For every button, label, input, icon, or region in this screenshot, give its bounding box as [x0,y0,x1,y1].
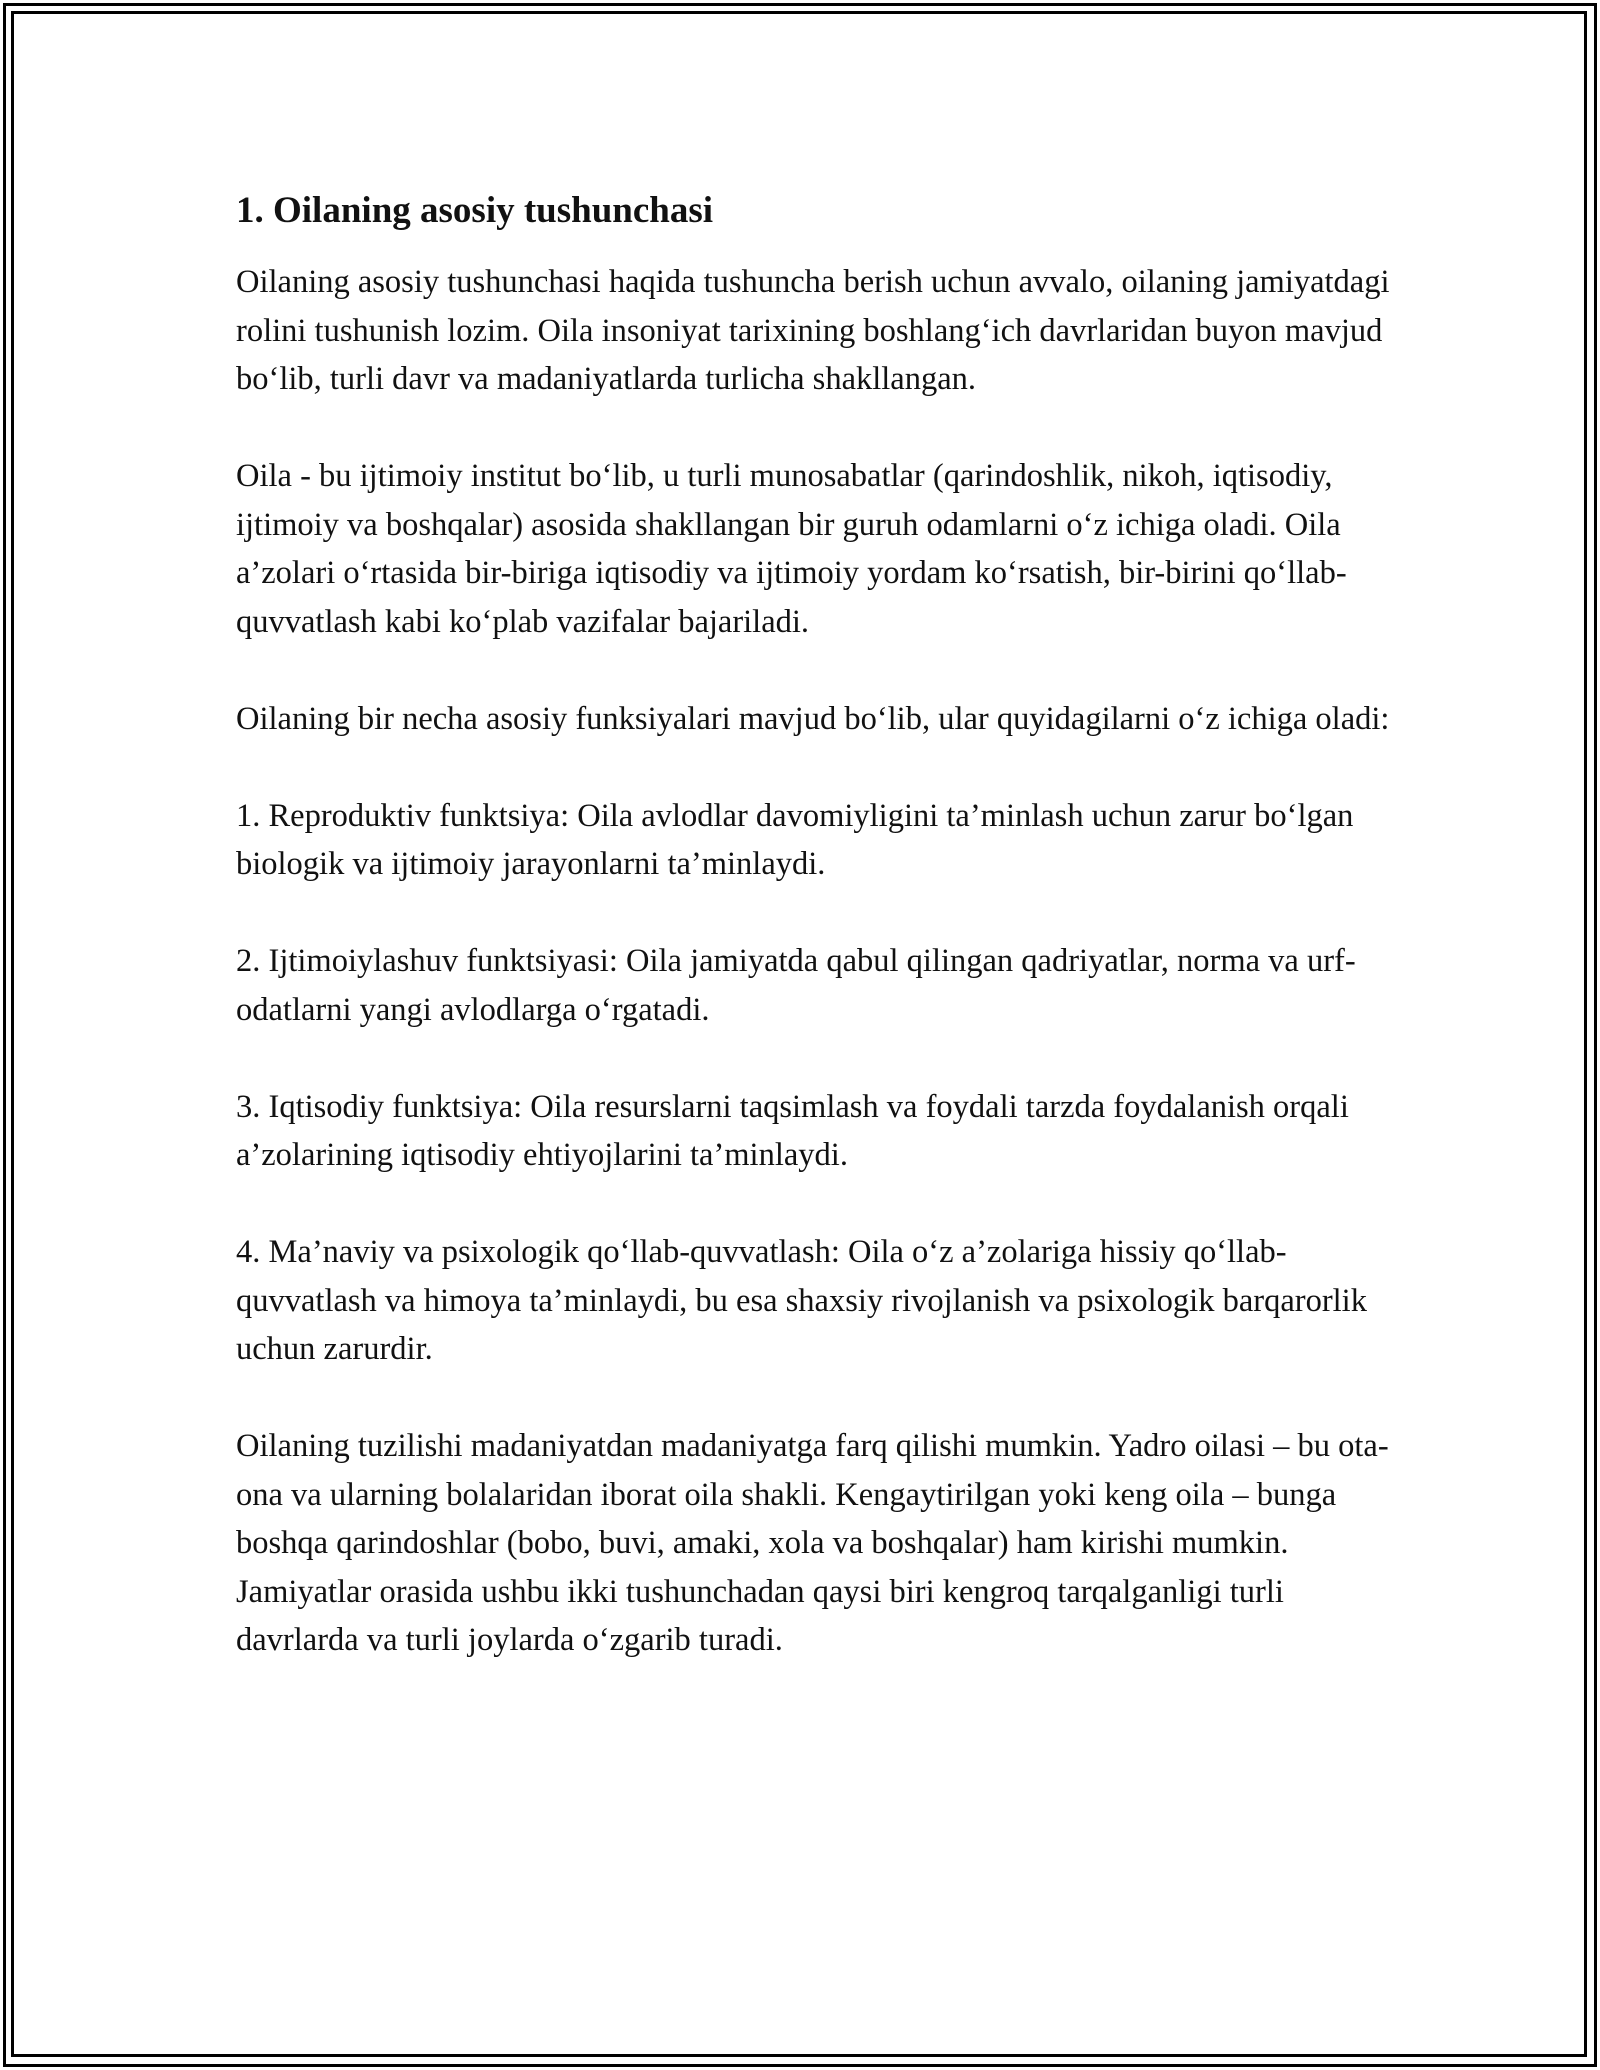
paragraph-functions-intro: Oilaning bir necha asosiy funksiyalari mavjud bo‘lib, ular quyidagilarni o‘z ichiga oladi: [236,700,1390,737]
paragraph-intro: Oilaning asosiy tushunchasi haqida tushuncha berish uchun avvalo, oilaning jamiyatdagi rolini tushunish lozim. Oila insoniyat tarixining boshlang‘ich davrlaridan buyon mavjud bo‘lib, turli davr va madaniyatlarda turlicha shakllangan. [236,264,1390,397]
paragraph-definition: Oila - bu ijtimoiy institut bo‘lib, u turli munosabatlar (qarindoshlik, nikoh, iqtisodiy, ijtimoiy va boshqalar) asosida shakllangan bir guruh odamlarni o‘z ichiga oladi. Oila a’zolari o‘rtasida bir-biriga iqtisodiy va ijtimoiy yordam ko‘rsatish, bir-birini qo‘llab-quvvatlash kabi ko‘plab vazifalar bajariladi. [236,458,1347,640]
list-item-economic: 3. Iqtisodiy funktsiya: Oila resurslarni taqsimlash va foydali tarzda foydalanish orqali a’zolarining iqtisodiy ehtiyojlarini ta’minlaydi. [236,1088,1349,1173]
list-item-socialization: 2. Ijtimoiylashuv funktsiyasi: Oila jamiyatda qabul qilingan qadriyatlar, norma va urf-odatlarni yangi avlodlarga o‘rgatadi. [236,943,1356,1028]
document-body [236,186,1396,1713]
list-item-psychological: 4. Ma’naviy va psixologik qo‘llab-quvvatlash: Oila o‘z a’zolariga hissiy qo‘llab-quvvatlash va himoya ta’minlaydi, bu esa shaxsiy rivojlanish va psixologik barqarorlik uchun zarurdir. [236,1234,1367,1367]
list-item-reproductive: 1. Reproduktiv funktsiya: Oila avlodlar davomiyligini ta’minlash uchun zarur bo‘lgan biologik va ijtimoiy jarayonlarni ta’minlaydi. [236,797,1354,882]
section-heading: 1. Oilaning asosiy tushunchasi [236,190,714,231]
paragraph-structure: Oilaning tuzilishi madaniyatdan madaniyatga farq qilishi mumkin. Yadro oilasi – bu ota-ona va ularning bolalaridan iborat oila shakli. Kengaytirilgan yoki keng oila – bunga boshqa qarindoshlar (bobo, buvi, amaki, xola va boshqalar) ham kirishi mumkin. Jamiyatlar orasida ushbu ikki tushunchadan qaysi biri kengroq tarqalganligi turli davrlarda va turli joylarda o‘zgarib turadi. [236,1428,1389,1658]
